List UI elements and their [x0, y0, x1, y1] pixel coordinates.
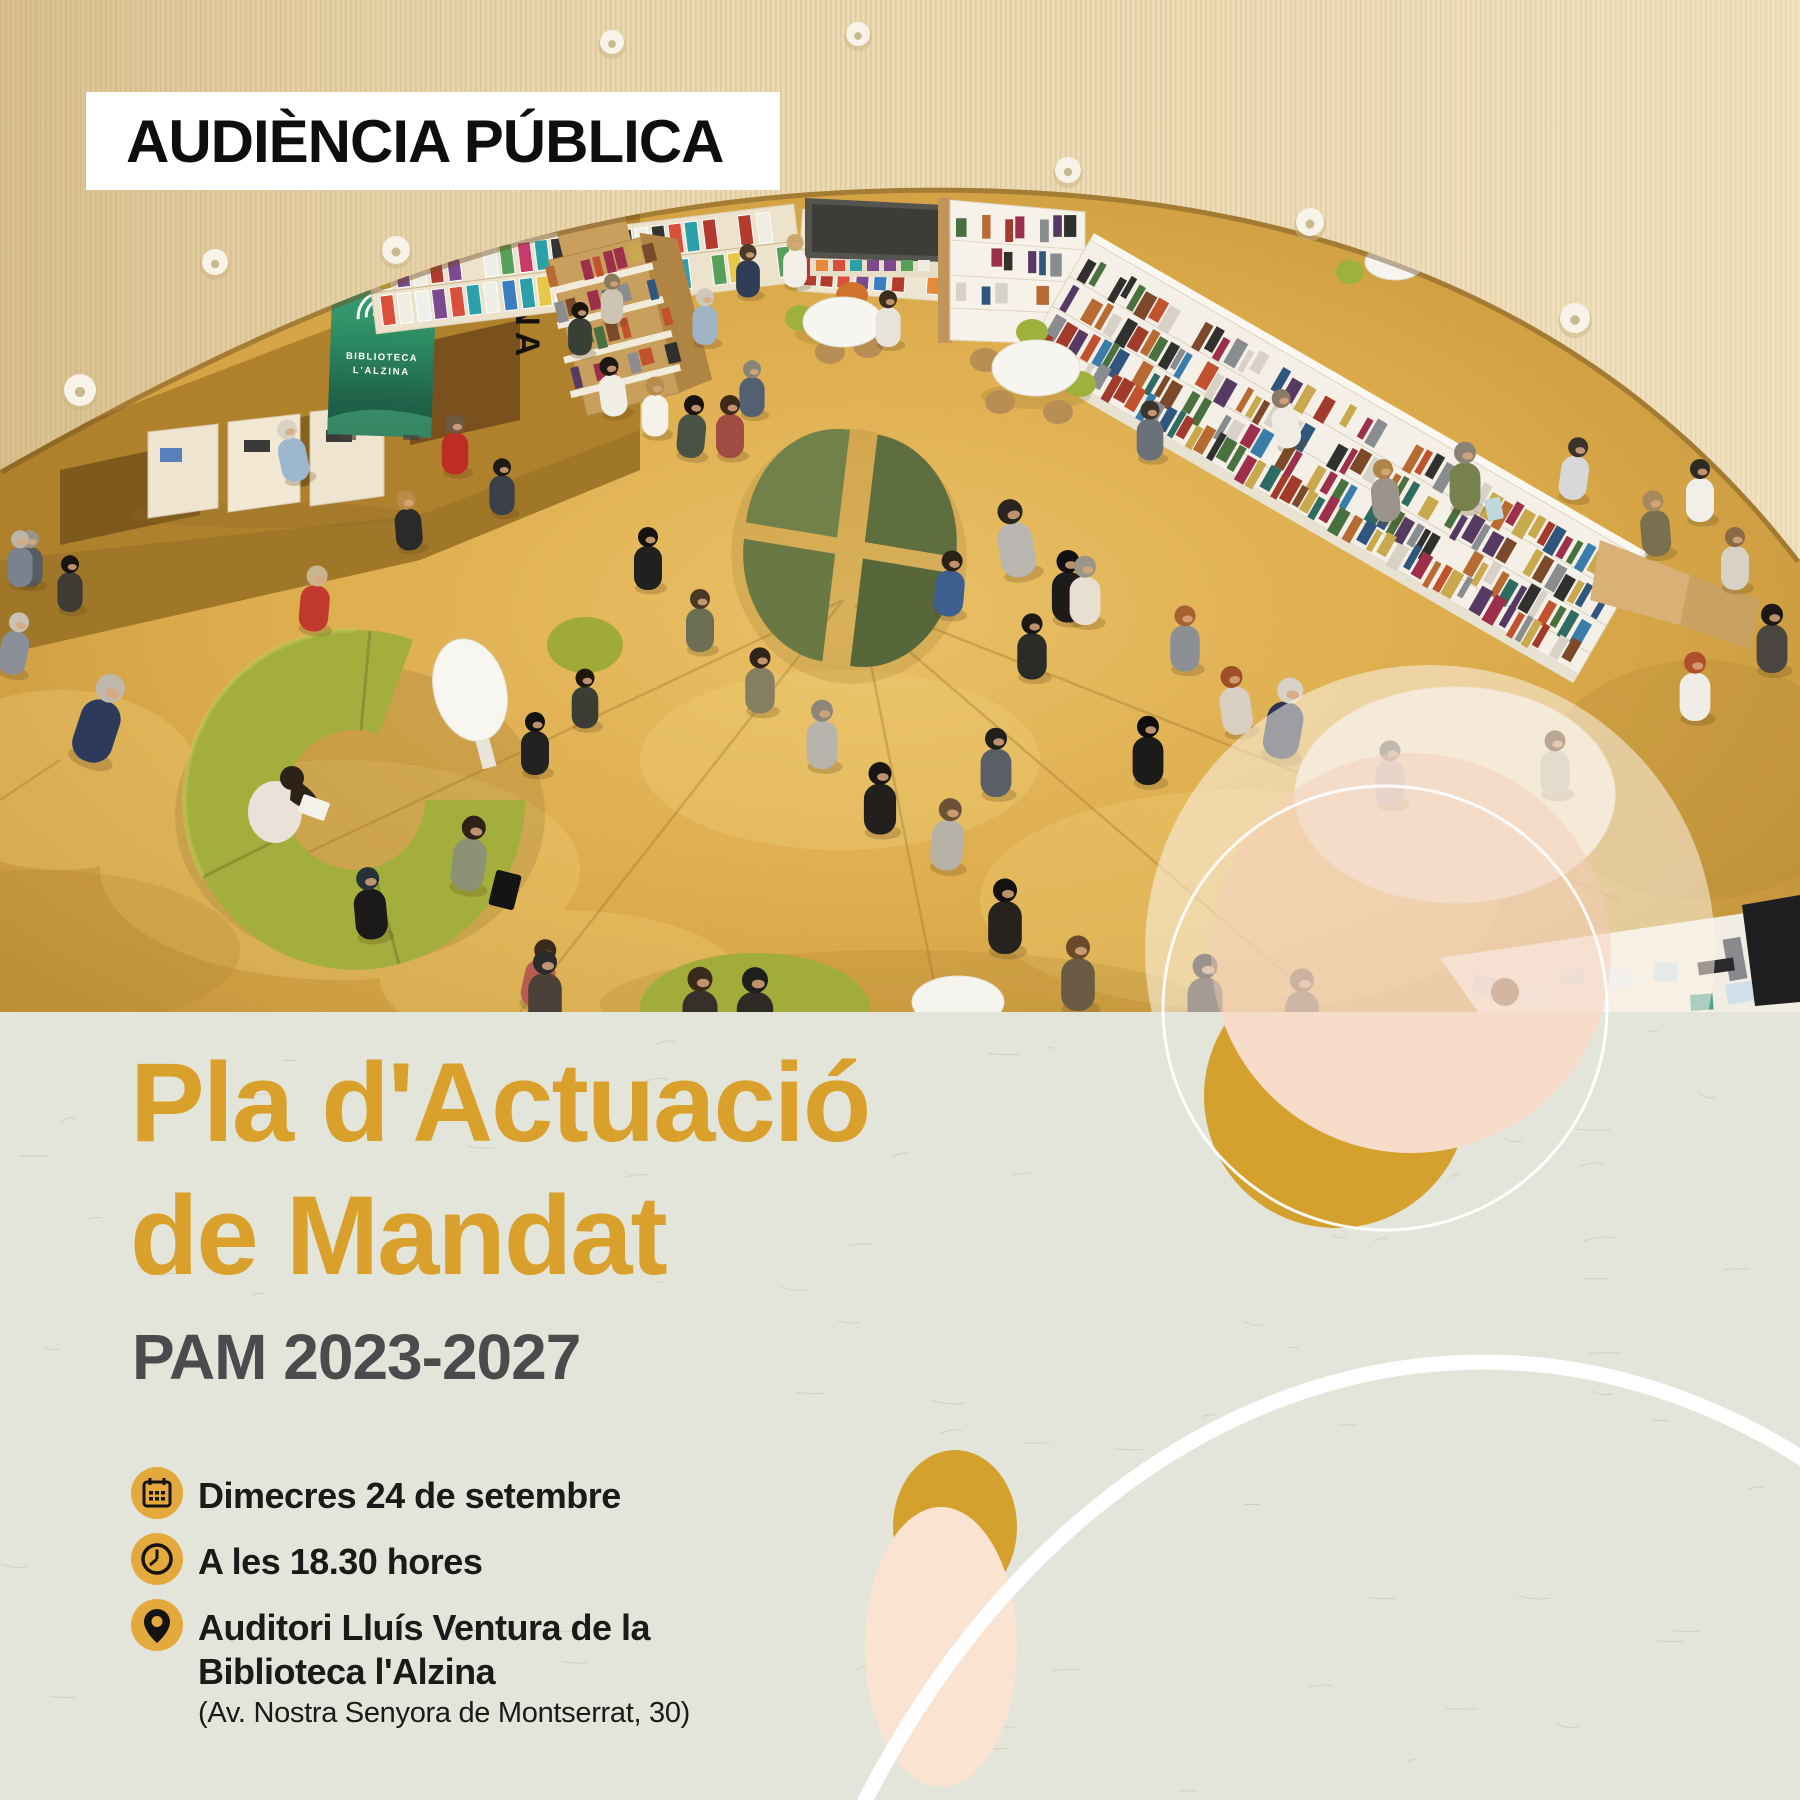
event-place-label: Auditori Lluís Ventura de la Biblioteca l'Alzina (Av. Nostra Senyora de Montserrat, 30) — [198, 1598, 690, 1731]
rollup-text-line1: BIBLIOTECA — [345, 350, 419, 365]
rollup-text-line2: L'ALZINA — [352, 364, 411, 378]
event-place-row — [130, 1598, 690, 1731]
title-line1: Pla d'Actuació — [130, 1040, 870, 1165]
media-screen — [805, 198, 945, 278]
event-date-label: Dimecres 24 de setembre — [198, 1475, 621, 1516]
event-time-row — [130, 1532, 690, 1586]
calendar-icon — [130, 1466, 184, 1520]
title-line2: de Mandat — [130, 1173, 666, 1299]
banner-title: AUDIÈNCIA PÚBLICA — [126, 107, 724, 175]
page-title — [130, 1036, 869, 1303]
event-details-list — [130, 1466, 690, 1743]
location-icon — [130, 1598, 184, 1652]
banner-strip — [86, 92, 780, 190]
info-section — [0, 1012, 1800, 1800]
clock-icon — [130, 1532, 184, 1586]
event-time-label: A les 18.30 hores — [198, 1541, 483, 1582]
subtitle: PAM 2023-2027 — [132, 1321, 581, 1393]
event-address-note: (Av. Nostra Senyora de Montserrat, 30) — [198, 1696, 691, 1729]
event-date-row — [130, 1466, 690, 1520]
